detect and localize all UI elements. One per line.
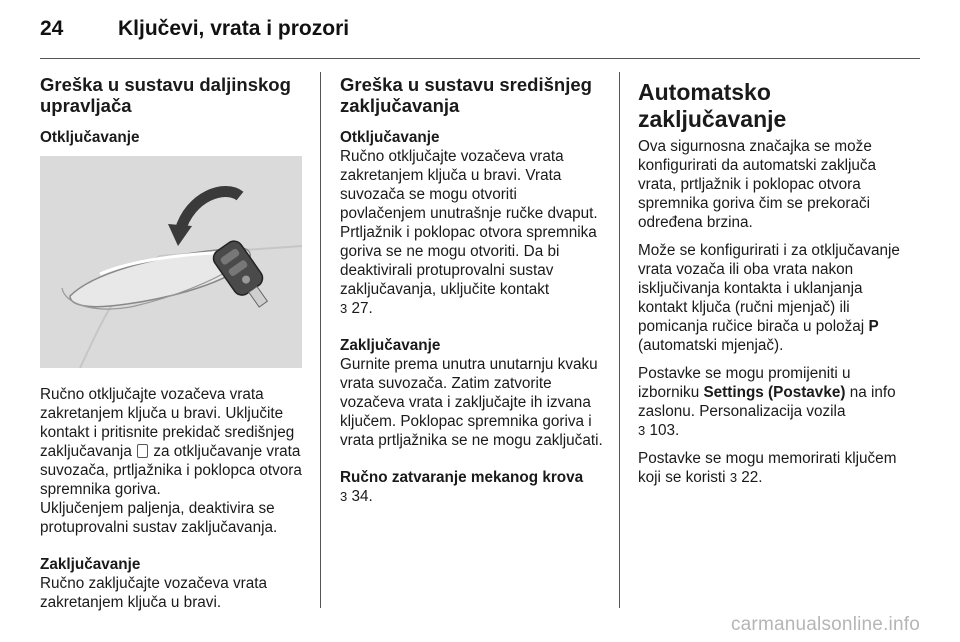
- section-heading-auto-locking: Automatsko zaključavanje: [638, 79, 787, 132]
- paragraph-unlock-central: [340, 147, 606, 318]
- section-heading-central-locking-fault: Greška u sustavu središnjeg zaključavanja: [340, 74, 592, 116]
- page-ref-link[interactable]: 27.: [351, 300, 373, 317]
- subheading-manual-roof: Ručno zatvaranje mekanog krova: [340, 469, 584, 486]
- paragraph-auto-config-b: (automatski mjenjač).: [638, 337, 784, 354]
- paragraph-lock-remote: Ručno zaključajte vozačeva vrata zakretanjem ključa u bravi.: [40, 575, 268, 611]
- arrow-ref-icon: 3: [340, 489, 348, 504]
- subheading-unlocking: Otključavanje: [40, 129, 140, 146]
- page-ref-link[interactable]: 22.: [741, 469, 763, 486]
- page-number: 24: [40, 17, 64, 40]
- settings-menu-name: Settings (Postavke): [703, 384, 846, 401]
- paragraph-auto-settings-a: Postavke se mogu promijeniti u izborniku: [638, 365, 851, 401]
- arrow-ref-icon: 3: [638, 423, 646, 438]
- watermark-text: carmanualsonline.info: [730, 614, 920, 635]
- paragraph-auto-settings-b: na info zaslonu. Personalizacija vozila: [638, 384, 896, 420]
- gear-position-p: P: [868, 318, 879, 335]
- paragraph-unlock-remote-a: Ručno otključajte vozačeva vrata zakretanjem ključa u bravi. Uključite kontakt i pritisnite prekidač središnjeg zaključavanja: [40, 386, 295, 460]
- column-1: [40, 74, 306, 621]
- header-rule: [40, 58, 920, 59]
- subheading-locking-central: Zaključavanje: [340, 337, 441, 354]
- paragraph-auto-config-a: Može se konfigurirati i za otključavanje vrata vozača ili oba vrata nakon isključivanja kontakta i uklanjanja kontakt ključa (ručni mjenjač) ili pomicanja ručice birača u položaj: [638, 242, 900, 335]
- subheading-unlocking-central: Otključavanje: [340, 129, 440, 146]
- column-2: [340, 74, 606, 515]
- column-divider-2: [619, 72, 620, 608]
- paragraph-auto-memory: [638, 449, 908, 487]
- paragraph-auto-settings: [638, 364, 908, 440]
- paragraph-unlock-central-text: Ručno otključajte vozačeva vrata zakretanjem ključa u bravi. Vrata suvozača se mogu otvoriti povlačenjem unutrašnje ručke dvaput. Prtljažnik i poklopac otvora spremnika goriva se ne mogu otvoriti. Da bi deaktivirali protuprovalni sustav zaključavanja, uključite kontakt: [340, 148, 598, 298]
- paragraph-roof-ref: [340, 487, 606, 506]
- paragraph-auto-memory-text: Postavke se mogu memorirati ključem koji se koristi: [638, 450, 897, 486]
- paragraph-unlock-remote: [40, 385, 306, 537]
- subheading-locking: Zaključavanje: [40, 556, 141, 573]
- unlock-icon: [137, 444, 148, 458]
- column-3: [638, 74, 908, 496]
- car-door-handle-illustration: [40, 156, 302, 368]
- chapter-title: Ključevi, vrata i prozori: [118, 17, 350, 40]
- paragraph-auto-config: [638, 241, 908, 355]
- paragraph-auto-intro: Ova sigurnosna značajka se može konfigurirati da automatski zaključa vrata, prtljažnik i poklopac otvora spremnika goriva čim se prekorači određena brzina.: [638, 138, 877, 231]
- page-ref-link[interactable]: 34.: [351, 488, 373, 505]
- arrow-ref-icon: 3: [729, 470, 738, 485]
- arrow-ref-icon: 3: [340, 301, 348, 316]
- door-handle-figure: [40, 156, 302, 368]
- column-divider-1: [320, 72, 321, 608]
- section-heading-remote-fault: Greška u sustavu daljinskog upravljača: [40, 74, 291, 116]
- page-header: [40, 17, 920, 53]
- paragraph-unlock-remote-c: Uključenjem paljenja, deaktivira se protuprovalni sustav zaključavanja.: [40, 500, 278, 536]
- paragraph-unlock-remote-b: za otključavanje vrata suvozača, prtljažnika i poklopca otvora spremnika goriva.: [40, 443, 302, 498]
- page-ref-link[interactable]: 103.: [649, 422, 680, 439]
- paragraph-lock-central: Gurnite prema unutra unutarnju kvaku vrata suvozača. Zatim zatvorite vozačeva vrata i zaključajte ih izvana ključem. Poklopac spremnika goriva i vrata prtljažnika se ne mogu zaključati.: [340, 356, 603, 449]
